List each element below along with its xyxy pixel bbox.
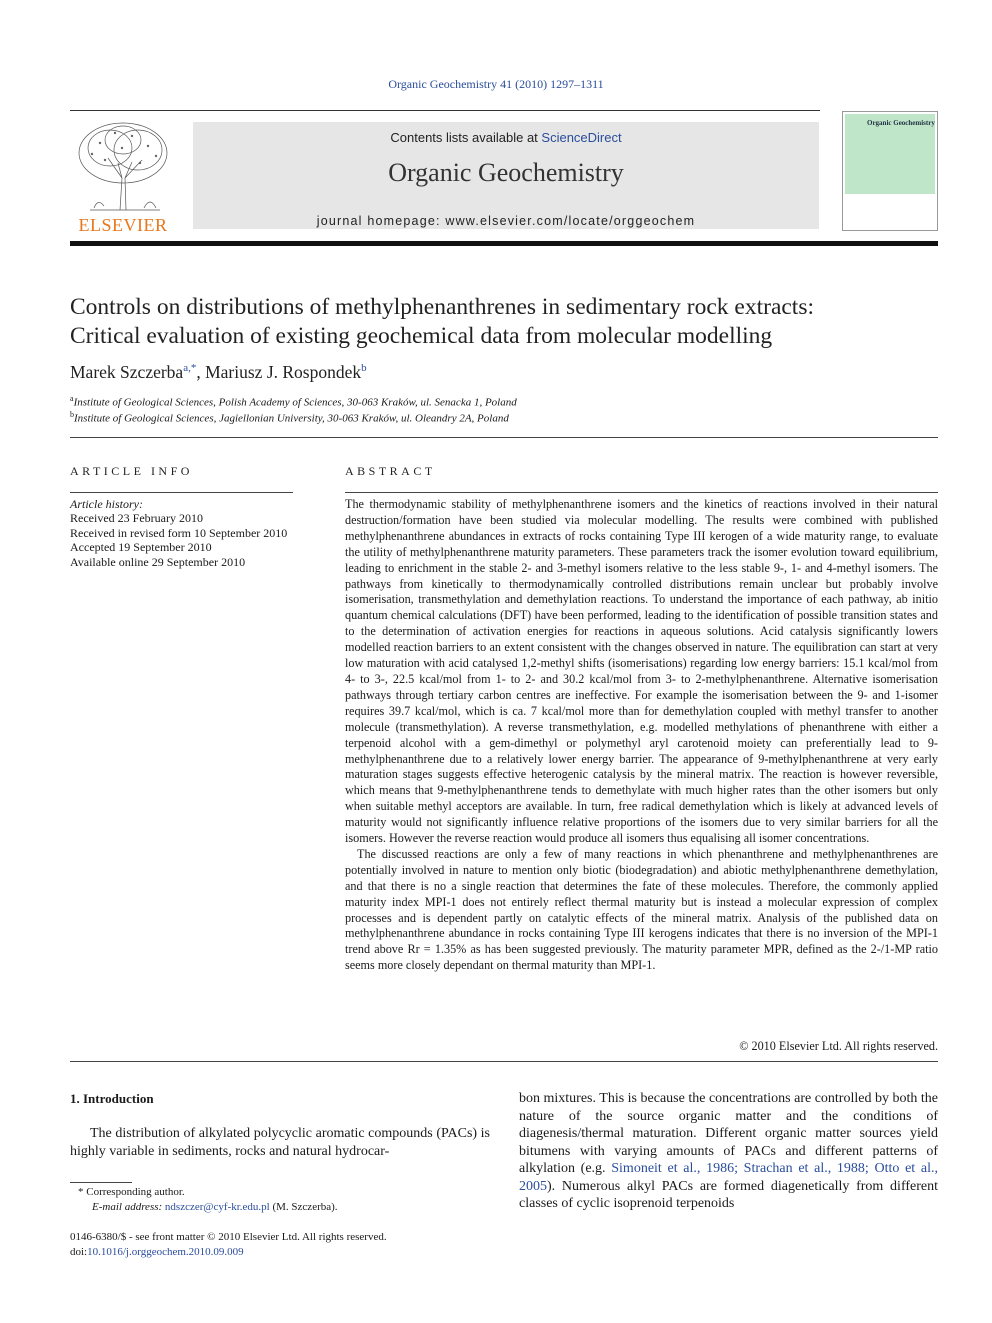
title-line-2: Critical evaluation of existing geochemical data from molecular modelling	[70, 323, 773, 349]
introduction-heading: 1. Introduction	[70, 1091, 154, 1106]
email-footnote	[92, 1201, 338, 1213]
header-thick-rule	[70, 241, 938, 246]
author-1[interactable]: Marek Szczerba	[70, 362, 184, 382]
elsevier-logo	[70, 118, 176, 236]
masthead	[193, 122, 819, 229]
journal-cover-thumbnail	[842, 111, 938, 231]
abstract-copyright: © 2010 Elsevier Ltd. All rights reserved.	[739, 1039, 938, 1053]
history-revised: Received in revised form 10 September 2010	[70, 525, 288, 540]
abstract-paragraph-1: The thermodynamic stability of methylphenanthrene isomers and the kinetics of reactions involved in their natural destruction/formation have been studied via molecular modelling. The results were combined with published methylphenanthrene abundances in extracts of rocks containing Type III kerogen of a wide maturity range, to evaluate the utility of methylphenanthrene maturity parameters. These parameters track the isomer evolution toward equilibrium, leading to enrichment in the stable 2- and 3-methyl isomers relative to the less stable 9-, 1- and 4-methyl isomers. The pathways from kinetically to thermodynamically controlled distributions remain unclear but probably involve isomerisation, transmethylation and demethylation reactions. To understand the importance of each pathway, ab initio quantum chemical calculations (DFT) have been performed, leading to the identification of possible transition states and to the determination of activation energies for reactions in aqueous solutions. Acid catalysis significantly lowers modelled reaction barriers to an extent consistent with the changes observed in nature. The equilibration can start at very low maturation with acid catalysed 1,2-methyl shifts (isomerisations) regarding low energy barriers: 15.1 kcal/mol from 4- to 3-, 22.5 kcal/mol from 1- to 2- and 30.2 kcal/mol from 3- to 2-methylphenanthrene. Alternative isomerisation pathways through tertiary carbon centres are ineffective. For example the isomerisation between the 9- and 1-isomer requires 39.7 kcal/mol, which is ca. 7 kcal/mol more than for demethylation coupled with methyl transfer to another molecule (transmethylation). A reverse transmethylation, e.g. modelled methylations of phenanthrene with either a terpenoid alcohol with a gem-dimethyl or polymethyl aryl carotenoid moiety can preferentially lead to 9-methylphenanthrene due to a relatively lower energy barrier. The appearance of 9-methylphenanthrene at very early maturation stages suggests effective heterogenic catalysis by the mineral matrix. The reaction is however reversible, which means that 9-methylphenanthrene tends to demethylate with much higher rates than the other isomers but only when suitable methyl acceptors are available. In turn, free radical demethylation which is likely at advanced levels of maturity would not significantly influence relative proportions of the isomers due to very similar barriers for all the isomers. However the reverse reaction would produce all isomers thus equalising all isomer concentrations.	[345, 497, 938, 846]
elsevier-wordmark: ELSEVIER	[78, 215, 168, 235]
author-separator: ,	[196, 362, 206, 382]
email-label: E-mail address:	[92, 1201, 165, 1213]
col2-text-a: bon mixtures. This is because the concentrations are controlled by both the nature of the source organic matter and the conditions of diagenesis/thermal maturation. Different organic matter sources yield bitumens with varying amounts of PACs and different patterns of alkylation (e.g.	[519, 1091, 938, 1176]
affil-a-marker: a	[70, 394, 74, 403]
cover-panel	[845, 114, 935, 194]
affil-b-text: Institute of Geological Sciences, Jagiellonian University, 30-063 Kraków, ul. Oleandry 2A, Poland	[74, 412, 509, 425]
affil-b-marker: b	[70, 410, 74, 419]
contents-line	[193, 130, 819, 145]
issn-line: 0146-6380/$ - see front matter © 2010 Elsevier Ltd. All rights reserved.	[70, 1231, 387, 1243]
doi-label: doi:	[70, 1246, 88, 1258]
affil-a-text: Institute of Geological Sciences, Polish Academy of Sciences, 30-063 Kraków, ul. Senacka 1, Poland	[73, 396, 517, 409]
author-2[interactable]: Mariusz J. Rospondek	[205, 362, 362, 382]
article-info-rule	[70, 492, 293, 493]
introduction-col2-text	[519, 1090, 938, 1213]
email-link[interactable]: ndszczer@cyf-kr.edu.pl	[164, 1201, 270, 1213]
journal-title: Organic Geochemistry	[388, 158, 624, 187]
sciencedirect-link[interactable]: ScienceDirect	[541, 130, 622, 145]
article-history	[70, 497, 300, 569]
elsevier-tree-icon	[70, 118, 176, 214]
author-list	[70, 362, 367, 383]
citation-links[interactable]: Simoneit et al., 1986; Strachan et al., 1988; Otto et al., 2005	[519, 1161, 938, 1194]
abstract-body	[345, 497, 938, 974]
col2-text-b: ). Numerous alkyl PACs are formed diagenetically from different classes of cyclic isoprenoid terpenoids	[519, 1178, 938, 1211]
history-label: Article history:	[70, 497, 143, 511]
abstract-bottom-rule	[70, 1061, 938, 1062]
doi-line	[70, 1246, 244, 1258]
cover-title: Organic Geochemistry	[867, 119, 935, 127]
history-online: Available online 29 September 2010	[70, 554, 246, 569]
title-line-1: Controls on distributions of methylphenanthrenes in sedimentary rock extracts:	[70, 294, 815, 320]
article-info-heading: ARTICLE INFO	[70, 464, 193, 478]
header-rule	[70, 110, 820, 111]
abstract-rule	[345, 492, 938, 493]
article-title	[70, 293, 940, 351]
affiliation-a	[70, 394, 517, 409]
contents-prefix: Contents lists available at	[390, 130, 542, 145]
journal-reference[interactable]: Organic Geochemistry 41 (2010) 1297–1311	[388, 77, 604, 91]
abstract-paragraph-2: The discussed reactions are only a few of many reactions in which phenanthrene and methylphenanthrenes are potentially involved in nature to mention only biotic (biodegradation) and abiotic methylphenanthrene demethylation, and that there is no a single reaction that determines the fate of these molecules. Therefore, the commonly applied maturity index MPI-1 does not entirely reflect thermal maturity but is instead a molecular expression of complex processes and is dependent partly on catalytic effects of the mineral matrix. Analysis of the published data on methylphenanthrene abundance in rocks containing Type III kerogens indicates that there is no inversion of the MPI-1 trend above Rr = 1.35% as has been suggested previously. The maturity parameter MPR, defined as the 2-/1-MP ratio seems more closely dependant on thermal maturity than MPI-1.	[345, 846, 938, 973]
affiliation-b	[70, 410, 509, 425]
author-2-affil[interactable]: b	[361, 362, 367, 375]
email-suffix: (M. Szczerba).	[269, 1201, 338, 1213]
abstract-heading: ABSTRACT	[345, 464, 436, 478]
history-accepted: Accepted 19 September 2010	[70, 540, 212, 555]
doi-link[interactable]: 10.1016/j.orggeochem.2010.09.009	[87, 1246, 244, 1258]
affiliation-rule	[70, 437, 938, 438]
corresponding-author-note: * Corresponding author.	[78, 1186, 185, 1198]
journal-homepage[interactable]: journal homepage: www.elsevier.com/locate/orggeochem	[316, 214, 696, 228]
history-received: Received 23 February 2010	[70, 511, 203, 526]
footnote-rule	[70, 1182, 132, 1183]
author-1-affil[interactable]: a,*	[183, 362, 197, 375]
introduction-col1-text: The distribution of alkylated polycyclic aromatic compounds (PACs) is highly variable in sediments, rocks and natural hydrocar-	[70, 1126, 490, 1159]
